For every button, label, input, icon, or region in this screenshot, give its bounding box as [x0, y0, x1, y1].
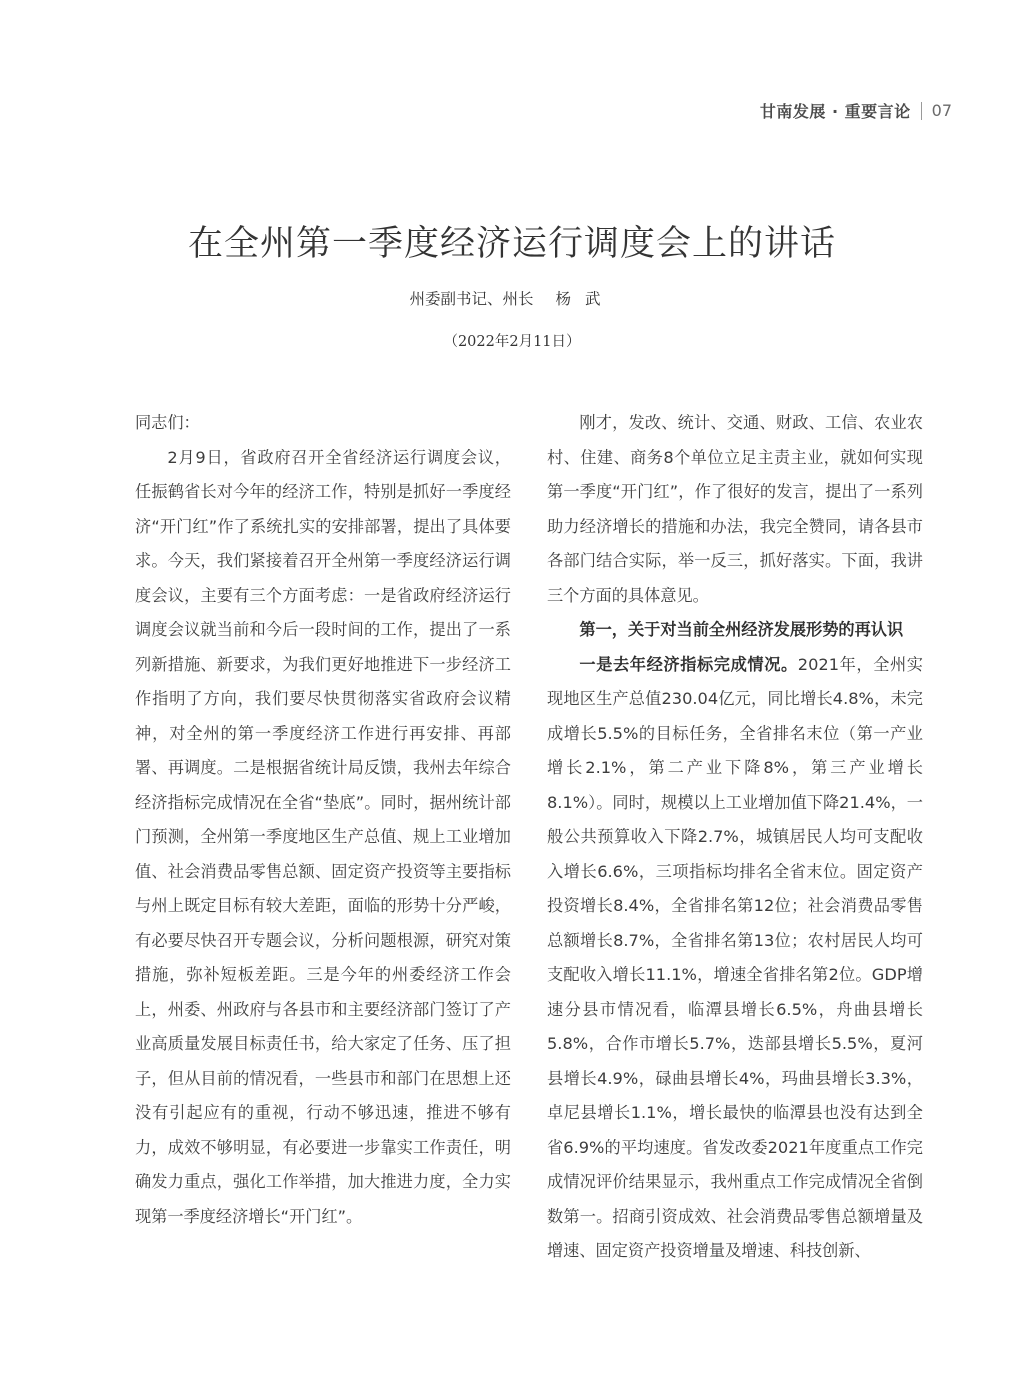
author-line: [0, 287, 1024, 309]
header-divider: [921, 102, 922, 120]
salutation: 同志们：: [135, 413, 200, 432]
paragraph-body: 2021年，全州实现地区生产总值230.04亿元，同比增长4.8%，未完成增长5.5%的目标任务，全省排名末位（第一产业增长2.1%，第二产业下降8%，第三产业增长8.1%）。同时，规模以上工业增加值下降21.4%，一般公共预算收入下降2.7%，城镇居民人均可支配收入增长6.6%，三项指标均排名全省末位。固定资产投资增长8.4%，全省排名第12位；社会消费品零售总额增长8.7%，全省排名第13位；农村居民人均可支配收入增长11.1%，增速全省排名第2位。GDP增速分县市情况看，临潭县增长6.5%，舟曲县增长5.8%，合作市增长5.7%，迭部县增长5.5%，夏河县增长4.9%，碌曲县增长4%，玛曲县增长3.3%，卓尼县增长1.1%，增长最快的临潭县也没有达到全省6.9%的平均速度。省发改委2021年度重点工作完成情况评价结果显示，我州重点工作完成情况全省倒数第一。招商引资成效、社会消费品零售总额增量及增速、固定资产投资增量及增速、科技创新、: [547, 654, 923, 1260]
author-role: 州委副书记、州长: [409, 290, 534, 308]
article-title: 在全州第一季度经济运行调度会上的讲话: [187, 224, 836, 264]
paragraph-lead: 一是去年经济指标完成情况。: [579, 654, 798, 674]
right-column: [547, 406, 923, 1269]
paragraph: 刚才，发改、统计、交通、财政、工信、农业农村、住建、商务8个单位立足主责主业，就如何实现第一季度“开门红”，作了很好的发言，提出了一系列助力经济增长的措施和办法，我完全赞同，请各县市各部门结合实际，举一反三，抓好落实。下面，我讲三个方面的具体意见。: [547, 413, 923, 605]
speech-date: （2022年2月11日）: [443, 334, 581, 350]
author-name: 杨武: [555, 290, 615, 308]
section-heading: 第一，关于对当前全州经济发展形势的再认识: [579, 620, 904, 639]
left-column: [135, 406, 511, 1234]
paragraph: [547, 648, 923, 1269]
paragraph: 2月9日，省政府召开全省经济运行调度会议，任振鹤省长对今年的经济工作，特别是抓好一季度经济“开门红”作了系统扎实的安排部署，提出了具体要求。今天，我们紧接着召开全州第一季度经济运行调度会议，主要有三个方面考虑：一是省政府经济运行调度会议就当前和今后一段时间的工作，提出了一系列新措施、新要求，为我们更好地推进下一步经济工作指明了方向，我们要尽快贯彻落实省政府会议精神，对全州的第一季度经济工作进行再安排、再部署、再调度。二是根据省统计局反馈，我州去年综合经济指标完成情况在全省“垫底”。同时，据州统计部门预测，全州第一季度地区生产总值、规上工业增加值、社会消费品零售总额、固定资产投资等主要指标与州上既定目标有较大差距，面临的形势十分严峻，有必要尽快召开专题会议，分析问题根源，研究对策措施，弥补短板差距。三是今年的州委经济工作会上，州委、州政府与各县市和主要经济部门签订了产业高质量发展目标责任书，给大家定了任务、压了担子，但从目前的情况看，一些县市和部门在思想上还没有引起应有的重视，行动不够迅速，推进不够有力，成效不够明显，有必要进一步靠实工作责任，明确发力重点，强化工作举措，加大推进力度，全力实现第一季度经济增长“开门红”。: [135, 447, 511, 1226]
page-number: 07: [931, 101, 952, 120]
section-label: 甘南发展 · 重要言论: [759, 102, 911, 121]
running-header: [760, 99, 952, 122]
